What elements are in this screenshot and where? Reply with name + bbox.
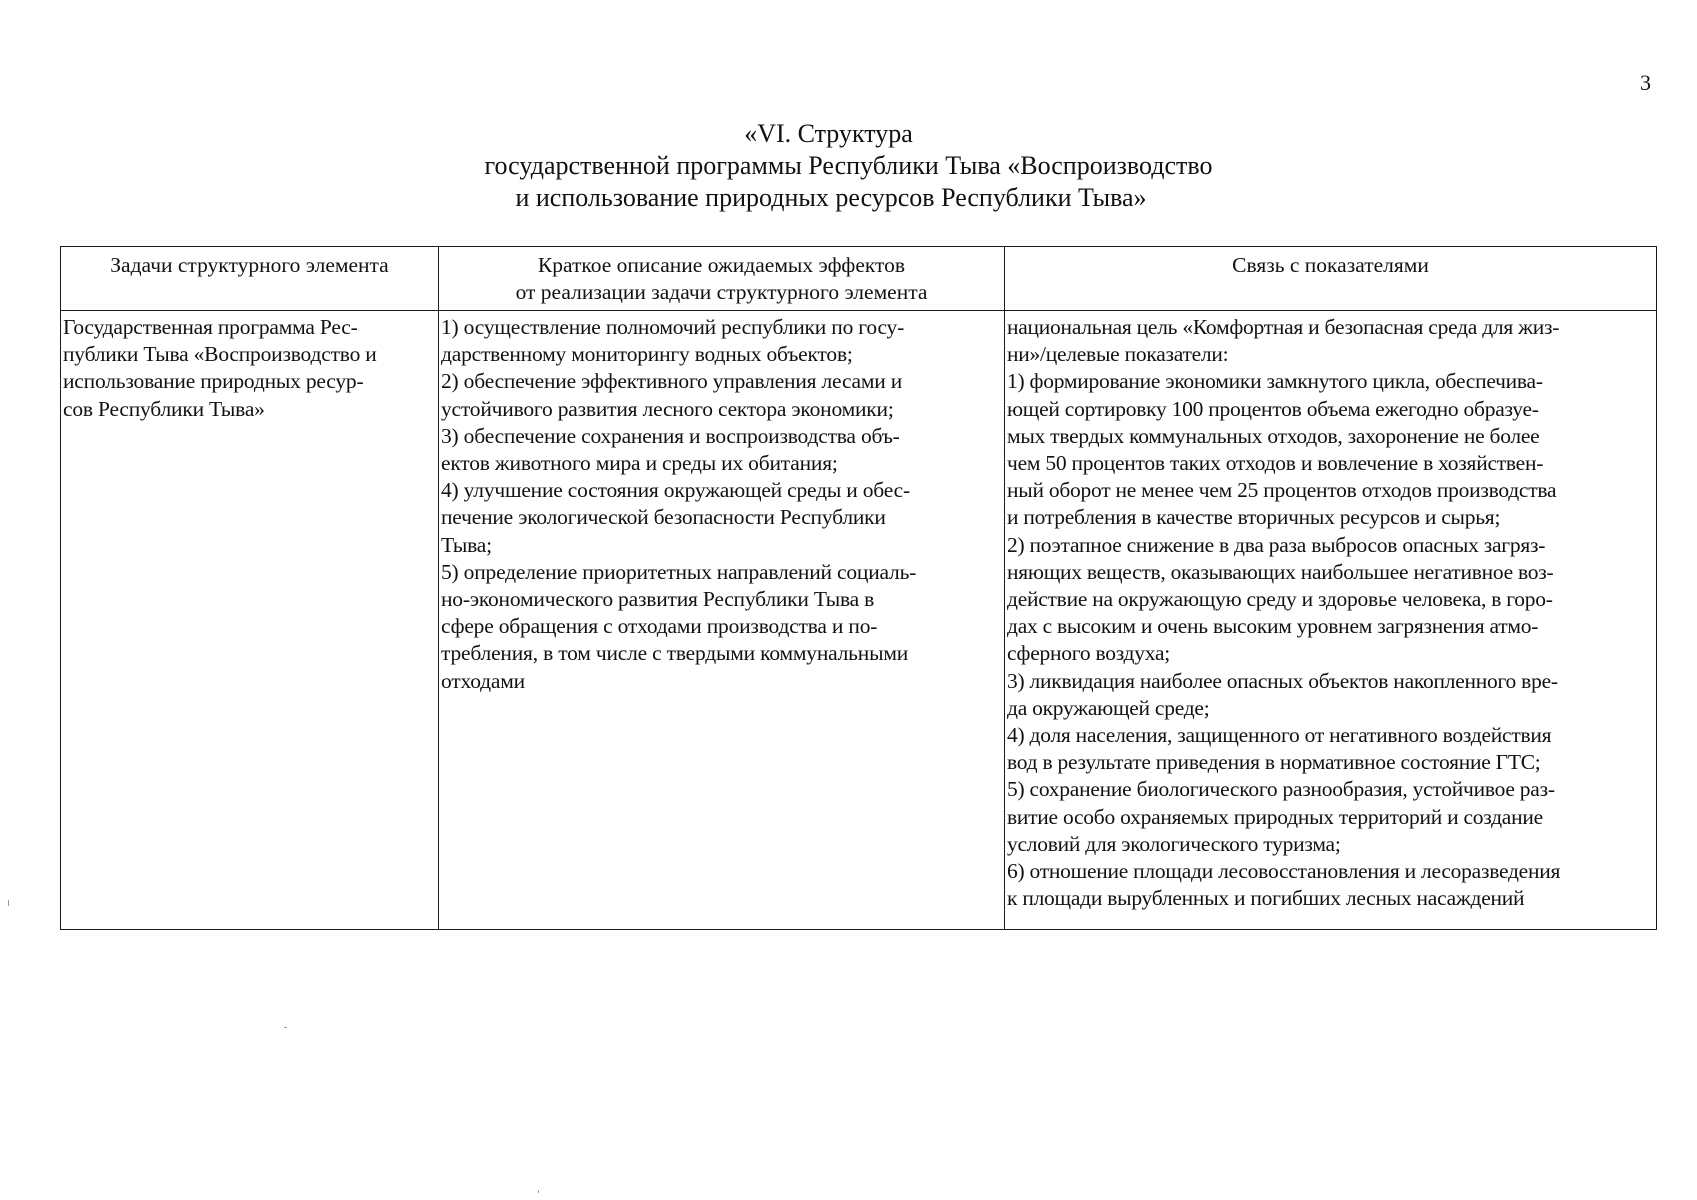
effects-cell (439, 311, 1005, 930)
table-header-row (61, 247, 1657, 311)
effects-text (439, 311, 1004, 695)
indicators-line: сферного воздуха; (1007, 641, 1170, 666)
indicators-line: ни»/целевые показатели: (1007, 342, 1229, 367)
indicators-line: условий для экологического туризма; (1007, 831, 1341, 856)
tasks-line: использование природных ресур- (63, 369, 364, 394)
effects-line: 1) осуществление полномочий республики по госу- (441, 315, 905, 339)
header-indicators (1005, 247, 1657, 311)
indicators-line: действие на окружающую среду и здоровье человека, в горо- (1007, 587, 1553, 612)
effects-line: Тыва; (441, 532, 492, 557)
scan-speck (8, 900, 9, 906)
header-tasks-label: Задачи структурного элемента (110, 253, 389, 277)
title-line: и использование природных ресурсов Республики Тыва» (515, 183, 1147, 212)
indicators-line: ный оборот не менее чем 25 процентов отходов производства (1007, 478, 1557, 503)
header-effects-label: Краткое описание ожидаемых эффектов (537, 253, 906, 277)
indicators-line: 4) доля населения, защищенного от негативного воздействия (1007, 723, 1552, 748)
indicators-line: 5) сохранение биологического разнообразия, устойчивое раз- (1007, 777, 1555, 802)
title-line: государственной программы Республики Тыва «Воспроизводство (484, 151, 1213, 180)
document-title (0, 118, 1697, 214)
indicators-line: чем 50 процентов таких отходов и вовлечение в хозяйствен- (1007, 451, 1544, 476)
header-effects (439, 247, 1005, 311)
indicators-line: и потребления в качестве вторичных ресурсов и сырья; (1007, 505, 1501, 530)
effects-line: печение экологической безопасности Республики (441, 505, 886, 530)
effects-line: ектов животного мира и среды их обитания; (441, 451, 838, 476)
indicators-line: 6) отношение площади лесовосстановления и лесоразведения (1007, 859, 1561, 884)
effects-line: требления, в том числе с твердыми коммунальными (441, 641, 909, 666)
table-row (61, 311, 1657, 930)
indicators-line: дах с высоким и очень высоким уровнем загрязнения атмо- (1007, 614, 1539, 639)
indicators-line: витие особо охраняемых природных территорий и создание (1007, 804, 1543, 829)
tasks-line: сов Республики Тыва» (63, 396, 265, 421)
indicators-line: 3) ликвидация наиболее опасных объектов накопленного вре- (1007, 668, 1558, 693)
header-indicators-label: Связь с показателями (1232, 253, 1429, 277)
effects-line: дарственному мониторингу водных объектов; (441, 342, 853, 367)
indicators-text (1005, 311, 1656, 912)
tasks-text (61, 311, 438, 423)
tasks-line: Государственная программа Рес- (63, 315, 358, 339)
effects-line: отходами (441, 668, 525, 693)
indicators-line: 2) поэтапное снижение в два раза выбросов опасных загряз- (1007, 532, 1546, 557)
tasks-cell (61, 311, 439, 930)
header-effects-label: от реализации задачи структурного элемента (515, 280, 928, 304)
effects-line: устойчивого развития лесного сектора экономики; (441, 396, 894, 421)
scan-speck (284, 1027, 287, 1028)
effects-line: но-экономического развития Республики Тыва в (441, 587, 875, 612)
title-line: «VI. Структура (744, 119, 913, 148)
indicators-cell (1005, 311, 1657, 930)
effects-line: 3) обеспечение сохранения и воспроизводства объ- (441, 423, 900, 448)
indicators-line: национальная цель «Комфортная и безопасная среда для жиз- (1007, 315, 1560, 339)
indicators-line: 1) формирование экономики замкнутого цикла, обеспечива- (1007, 369, 1543, 394)
effects-line: 2) обеспечение эффективного управления лесами и (441, 369, 903, 394)
indicators-line: к площади вырубленных и погибших лесных насаждений (1007, 886, 1525, 911)
indicators-line: няющих веществ, оказывающих наибольшее негативное воз- (1007, 559, 1554, 584)
indicators-line: мых твердых коммунальных отходов, захоронение не более (1007, 423, 1540, 448)
scan-speck (538, 1190, 539, 1193)
page-number: 3 (1640, 70, 1651, 95)
header-tasks (61, 247, 439, 311)
effects-line: 4) улучшение состояния окружающей среды и обес- (441, 478, 910, 503)
effects-line: сфере обращения с отходами производства и по- (441, 614, 878, 639)
effects-line: 5) определение приоритетных направлений социаль- (441, 559, 917, 584)
indicators-line: вод в результате приведения в нормативное состояние ГТС; (1007, 750, 1541, 775)
indicators-line: да окружающей среде; (1007, 695, 1210, 720)
tasks-line: публики Тыва «Воспроизводство и (63, 342, 377, 367)
indicators-line: ющей сортировку 100 процентов объема ежегодно образуе- (1007, 396, 1539, 421)
structure-table (60, 246, 1657, 930)
